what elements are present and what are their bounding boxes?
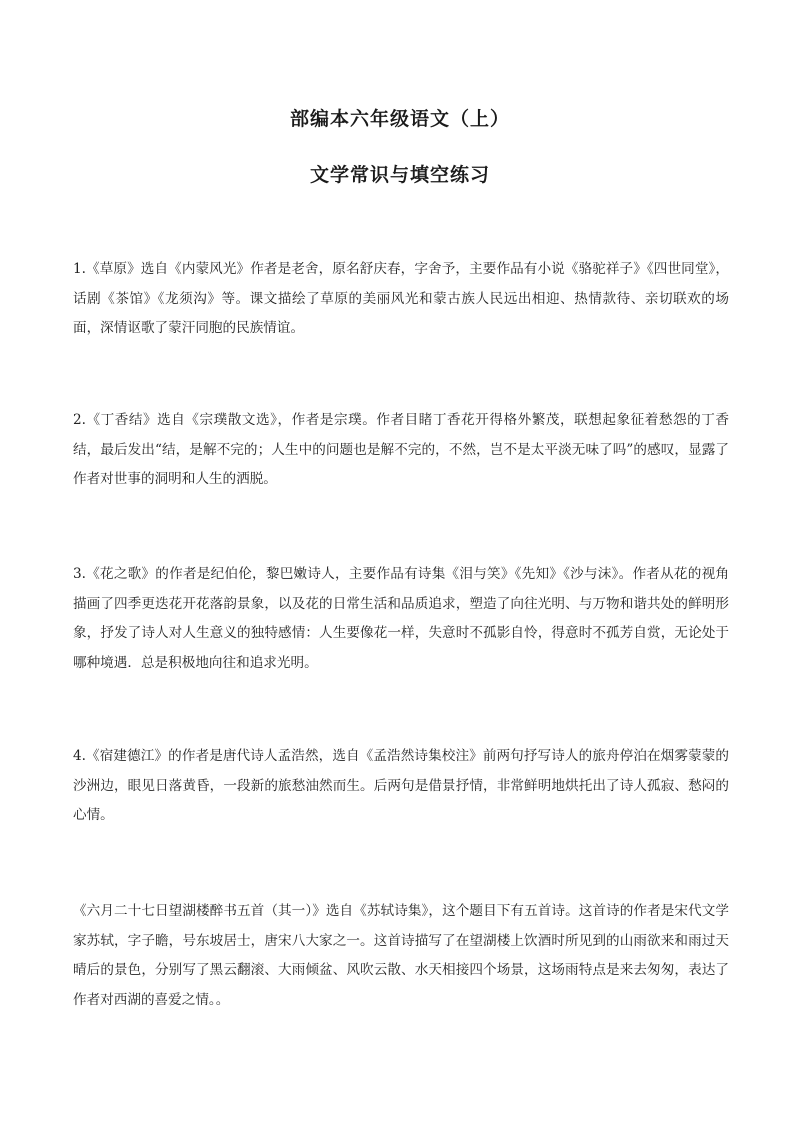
page-subtitle: 文学常识与填空练习 — [309, 164, 490, 186]
paragraph-5: 《六月二十七日望湖楼醉书五首（其一）》选自《苏轼诗集》，这个题目下有五首诗。这首诗的作者是宋代文学家苏轼，字子瞻，号东坡居士，唐宋八大家之一。这首诗描写了在望湖楼上饮酒时所见到的山雨欲来和雨过天晴后的景色，分别写了黑云翻滚、大雨倾盆、风吹云散、水天相接四个场景，这场雨特点是来去匆匆，表达了作者对西湖的喜爱之情。。 — [73, 903, 729, 1008]
page-title: 部编本六年级语文（上） — [289, 108, 510, 130]
paragraph-4: 4.《宿建德江》的作者是唐代诗人孟浩然，选自《孟浩然诗集校注》前两句抒写诗人的旅舟停泊在烟雾蒙蒙的沙洲边，眼见日落黄昏，一段新的旅愁油然而生。后两句是借景抒情，非常鲜明地烘托出了诗人孤寂、愁闷的心情。 — [73, 748, 729, 823]
paragraph-3: 3.《花之歌》的作者是纪伯伦，黎巴嫩诗人，主要作品有诗集《泪与笑》《先知》《沙与沫》。作者从花的视角描画了四季更迭花开花落韵景象，以及花的日常生活和品质追求，塑造了向往光明、与万物和谐共处的鲜明形象，抒发了诗人对人生意义的独特感情：人生要像花一样，失意时不孤影自怜，得意时不孤芳自赏，无论处于哪种境遇．总是积极地向往和追求光明。 — [73, 566, 729, 671]
paragraph-2: 2.《丁香结》选自《宗璞散文选》，作者是宗璞。作者目睹丁香花开得格外繁茂，联想起象征着愁怨的丁香结，最后发出“结，是解不完的；人生中的问题也是解不完的，不然，岂不是太平淡无味了吗”的感叹，显露了作者对世事的洞明和人生的洒脱。 — [73, 412, 729, 487]
paragraph-1: 1.《草原》选自《内蒙风光》作者是老舍，原名舒庆春，字舍予，主要作品有小说《骆驼祥子》《四世同堂》，话剧《茶馆》《龙须沟》等。课文描绘了草原的美丽风光和蒙古族人民远出相迎、热情款待、亲切联欢的场面，深情讴歌了蒙汗同胞的民族情谊。 — [73, 261, 729, 336]
